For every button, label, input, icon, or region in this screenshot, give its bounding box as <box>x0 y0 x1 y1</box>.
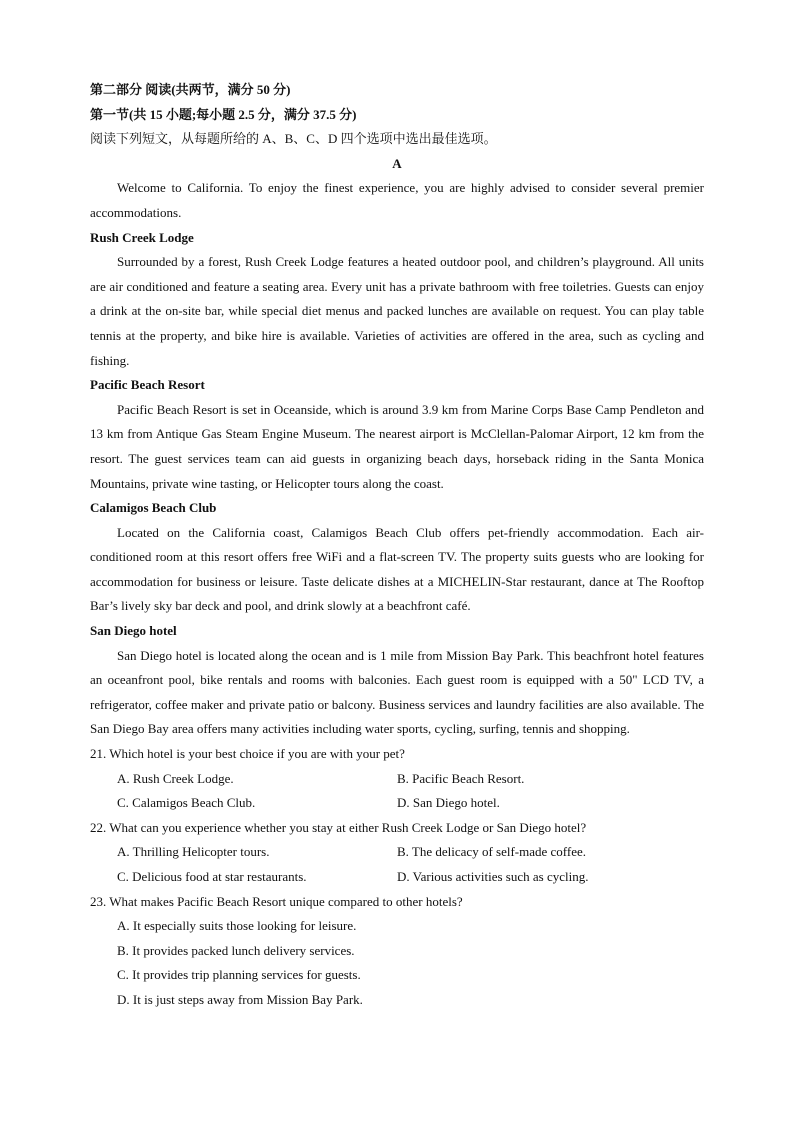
option: D. San Diego hotel. <box>397 795 500 811</box>
question-options <box>90 767 704 816</box>
option: B. The delicacy of self-made coffee. <box>397 844 587 860</box>
hotel-description: Pacific Beach Resort is set in Oceanside, which is around 3.9 km from Marine Corps Base Camp Pendleton and 13 km from Antique Gas Steam Engine Museum. The nearest airport is McClellan-Palomar Airport, 12 km from the resort. The guest services team can aid guests in organizing beach days, horseback riding in the Santa Monica Mountains, private wine tasting, or Helicopter tours along the coast. <box>90 401 704 491</box>
option: B. It provides packed lunch delivery services. <box>117 942 355 958</box>
option: D. It is just steps away from Mission Bay Park. <box>117 991 363 1007</box>
exam-page <box>90 78 704 1013</box>
hotel-name: Rush Creek Lodge <box>90 229 194 245</box>
question-stem: 22. What can you experience whether you stay at either Rush Creek Lodge or San Diego hotel? <box>90 819 587 835</box>
hotel-description: San Diego hotel is located along the ocean and is 1 mile from Mission Bay Park. This beachfront hotel features an oceanfront pool, bike rentals and rooms with balconies. Each guest room is equipped with a 50" LCD TV, a refrigerator, coffee maker and private patio or balcony. Business services and laundry facilities are also available. The San Diego Bay area offers many activities including water sports, cycling, surfing, tennis and shopping. <box>90 647 704 737</box>
question-stem: 23. What makes Pacific Beach Resort unique compared to other hotels? <box>90 893 463 909</box>
hotel-name: Calamigos Beach Club <box>90 500 217 516</box>
section-subtitle: 第一节(共 15 小题;每小题 2.5 分，满分 37.5 分) <box>90 106 357 122</box>
option: A. Thrilling Helicopter tours. <box>117 844 270 860</box>
option: A. Rush Creek Lodge. <box>117 770 234 786</box>
passage-intro: Welcome to California. To enjoy the finest experience, you are highly advised to consider several premier accommodations. <box>90 180 704 220</box>
hotel-description: Surrounded by a forest, Rush Creek Lodge features a heated outdoor pool, and children’s playground. All units are air conditioned and feature a seating area. Every unit has a private bathroom with free toiletries. Guests can enjoy a drink at the on-site bar, while special diet menus and packed lunches are available on request. You can play table tennis at the property, and bike hire is available. Varieties of activities are offered in the area, such as cycling and fishing. <box>90 254 704 368</box>
question-stem: 21. Which hotel is your best choice if you are with your pet? <box>90 746 405 762</box>
hotel-name: Pacific Beach Resort <box>90 377 205 393</box>
option: D. Various activities such as cycling. <box>397 869 589 884</box>
hotel-name: San Diego hotel <box>90 623 177 639</box>
hotel-description: Located on the California coast, Calamigos Beach Club offers pet-friendly accommodation. Each air-conditioned room at this resort offers free WiFi and a flat-screen TV. The property suits guests who are looking for accommodation for business or leisure. Taste delicate dishes at a MICHELIN-Star restaurant, dance at The Rooftop Bar’s lively sky bar deck and pool, and drink slowly at a beachfront café. <box>90 524 704 614</box>
part-title: 第二部分 阅读(共两节，满分 50 分) <box>90 82 291 97</box>
option: C. Delicious food at star restaurants. <box>117 869 307 884</box>
option: C. Calamigos Beach Club. <box>117 795 256 811</box>
instruction: 阅读下列短文，从每题所给的 A、B、C、D 四个选项中选出最佳选项。 <box>90 131 497 147</box>
question-options <box>90 840 704 889</box>
option: A. It especially suits those looking for leisure. <box>117 918 357 934</box>
option: C. It provides trip planning services for guests. <box>117 967 361 983</box>
passage-letter: A <box>392 155 402 171</box>
option: B. Pacific Beach Resort. <box>397 770 525 786</box>
